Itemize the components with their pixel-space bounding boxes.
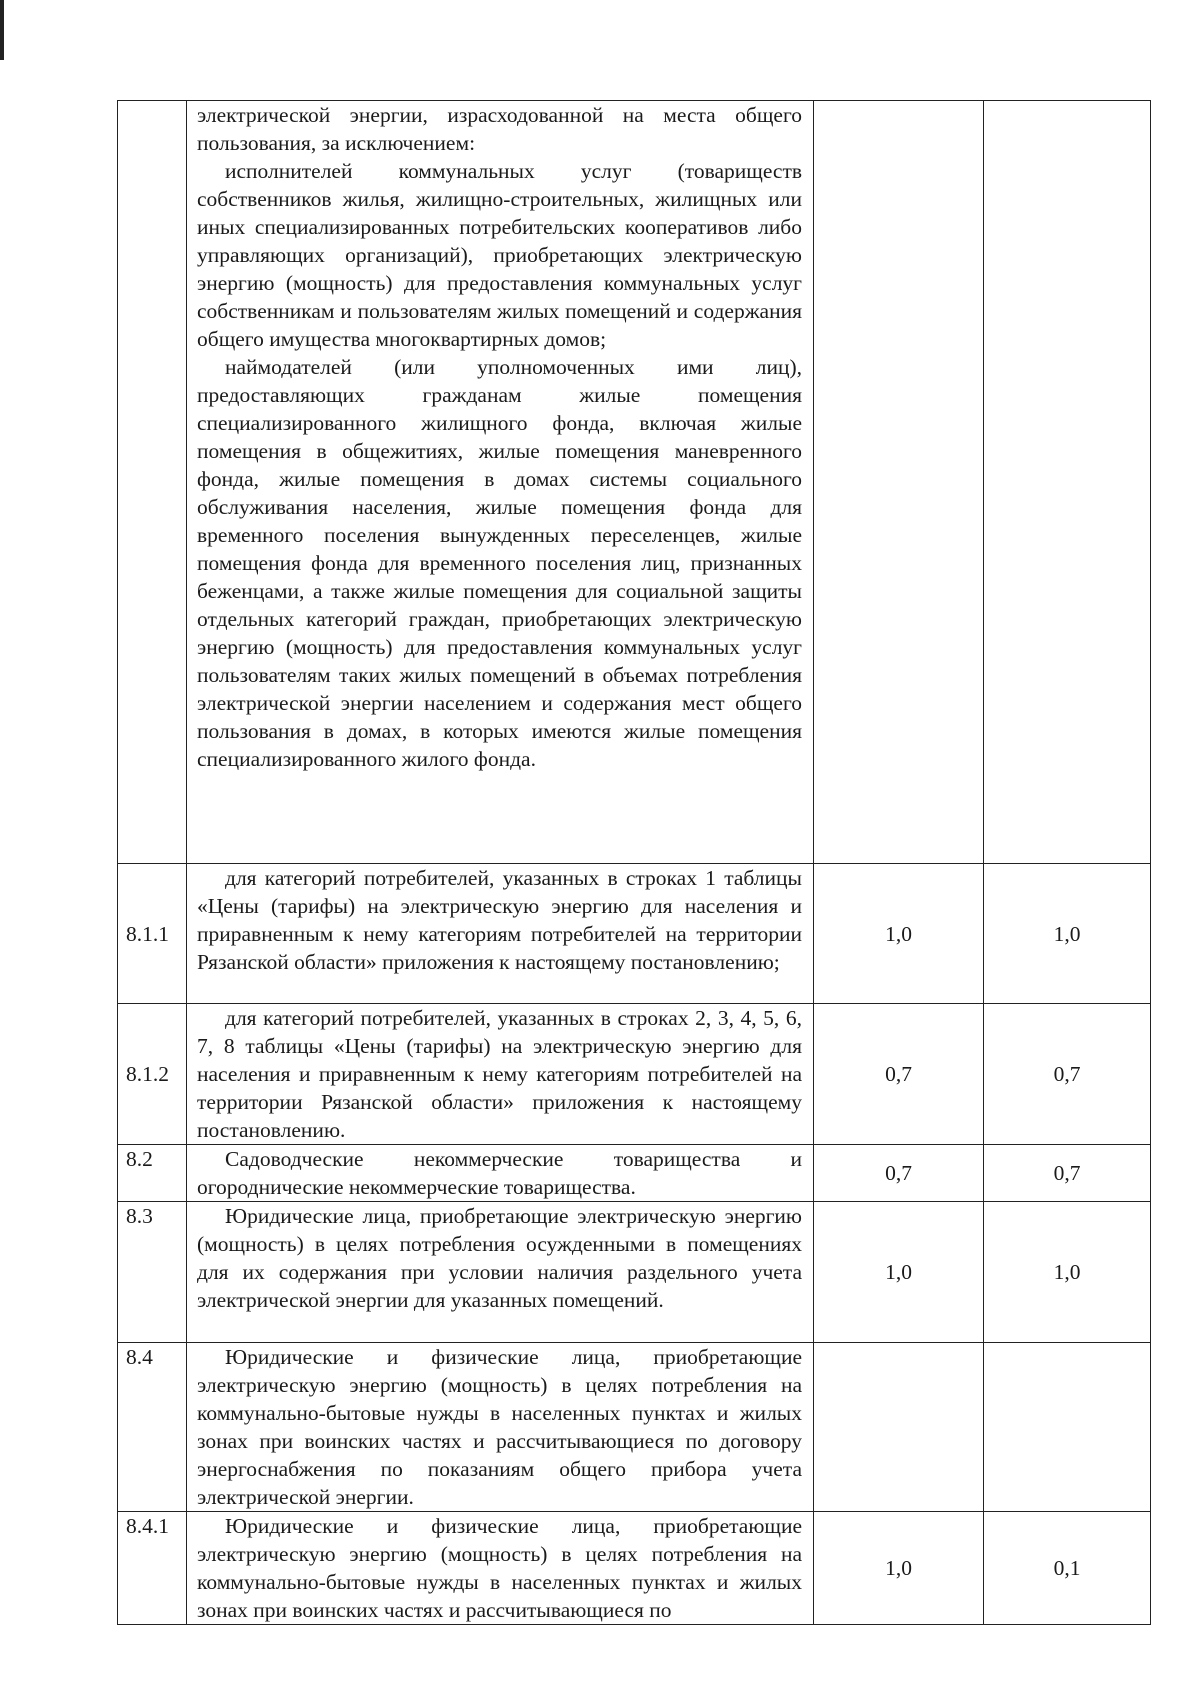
value-col2: 0,7	[984, 1004, 1151, 1145]
value-col1	[814, 1343, 984, 1512]
value-col2: 1,0	[984, 1202, 1151, 1343]
value-col2: 0,1	[984, 1512, 1151, 1625]
row-description	[187, 1512, 814, 1625]
row-description	[187, 1343, 814, 1512]
value-col1: 1,0	[814, 864, 984, 1004]
row-description	[187, 101, 814, 864]
table-row	[118, 1202, 1151, 1343]
value-col1: 0,7	[814, 1145, 984, 1202]
row-description	[187, 864, 814, 1004]
scan-edge-mark	[0, 0, 4, 60]
row-description	[187, 1145, 814, 1202]
paragraph: наймодателей (или уполномоченных ими лиц), предоставляющих гражданам жилые помещения специализированного жилищного фонда, включая жилые помещения в общежитиях, жилые помещения маневренного фонда, жилые помещения в домах системы социального обслуживания населения, жилые помещения фонда для временного поселения вынужденных переселенцев, жилые помещения фонда для временного поселения лиц, признанных беженцами, а также жилые помещения для социальной защиты отдельных категорий граждан, приобретающих электрическую энергию (мощность) для предоставления коммунальных услуг пользователям таких жилых помещений в объемах потребления электрической энергии населением и содержания мест общего пользования в домах, в которых имеются жилые помещения специализированного жилого фонда.	[197, 355, 802, 771]
paragraph: для категорий потребителей, указанных в строках 1 таблицы «Цены (тарифы) на электрическую энергию для населения и приравненным к нему категориям потребителей на территории Рязанской области» приложения к настоящему постановлению;	[197, 866, 802, 974]
value-col1: 1,0	[814, 1512, 984, 1625]
value-col1	[814, 101, 984, 864]
table-row	[118, 101, 1151, 864]
value-col2: 1,0	[984, 864, 1151, 1004]
table-row	[118, 1343, 1151, 1512]
row-description	[187, 1004, 814, 1145]
paragraph: исполнителей коммунальных услуг (товариществ собственников жилья, жилищно-строительных, жилищных или иных специализированных потребительских кооперативов либо управляющих организаций), приобретающих электрическую энергию (мощность) для предоставления коммунальных услуг собственникам и пользователям жилых помещений и содержания общего имущества многоквартирных домов;	[197, 159, 802, 351]
row-description	[187, 1202, 814, 1343]
table-row	[118, 864, 1151, 1004]
value-col1: 0,7	[814, 1004, 984, 1145]
row-number: 8.4	[118, 1343, 187, 1512]
paragraph: Юридические и физические лица, приобретающие электрическую энергию (мощность) в целях потребления на коммунально-бытовые нужды в населенных пунктах и жилых зонах при воинских частях и рассчитывающиеся по договору энергоснабжения по показаниям общего прибора учета электрической энергии.	[197, 1345, 802, 1509]
row-number: 8.3	[118, 1202, 187, 1343]
value-col1: 1,0	[814, 1202, 984, 1343]
row-number	[118, 101, 187, 864]
paragraph: Садоводческие некоммерческие товарищества и огороднические некоммерческие товарищества.	[197, 1147, 802, 1199]
row-number: 8.4.1	[118, 1512, 187, 1625]
table-row	[118, 1512, 1151, 1625]
value-col2	[984, 101, 1151, 864]
paragraph: электрической энергии, израсходованной на места общего пользования, за исключением:	[197, 103, 802, 155]
tariff-coefficients-table	[117, 100, 1151, 1625]
value-col2	[984, 1343, 1151, 1512]
row-number: 8.2	[118, 1145, 187, 1202]
value-col2: 0,7	[984, 1145, 1151, 1202]
row-number: 8.1.1	[118, 864, 187, 1004]
paragraph: Юридические и физические лица, приобретающие электрическую энергию (мощность) в целях потребления на коммунально-бытовые нужды в населенных пунктах и жилых зонах при воинских частях и рассчитывающиеся по	[197, 1514, 802, 1622]
paragraph: Юридические лица, приобретающие электрическую энергию (мощность) в целях потребления осужденными в помещениях для их содержания при условии наличия раздельного учета электрической энергии для указанных помещений.	[197, 1204, 802, 1312]
paragraph: для категорий потребителей, указанных в строках 2, 3, 4, 5, 6, 7, 8 таблицы «Цены (тарифы) на электрическую энергию для населения и приравненным к нему категориям потребителей на территории Рязанской области» приложения к настоящему постановлению.	[197, 1006, 802, 1142]
row-number: 8.1.2	[118, 1004, 187, 1145]
table-row	[118, 1004, 1151, 1145]
table-row	[118, 1145, 1151, 1202]
